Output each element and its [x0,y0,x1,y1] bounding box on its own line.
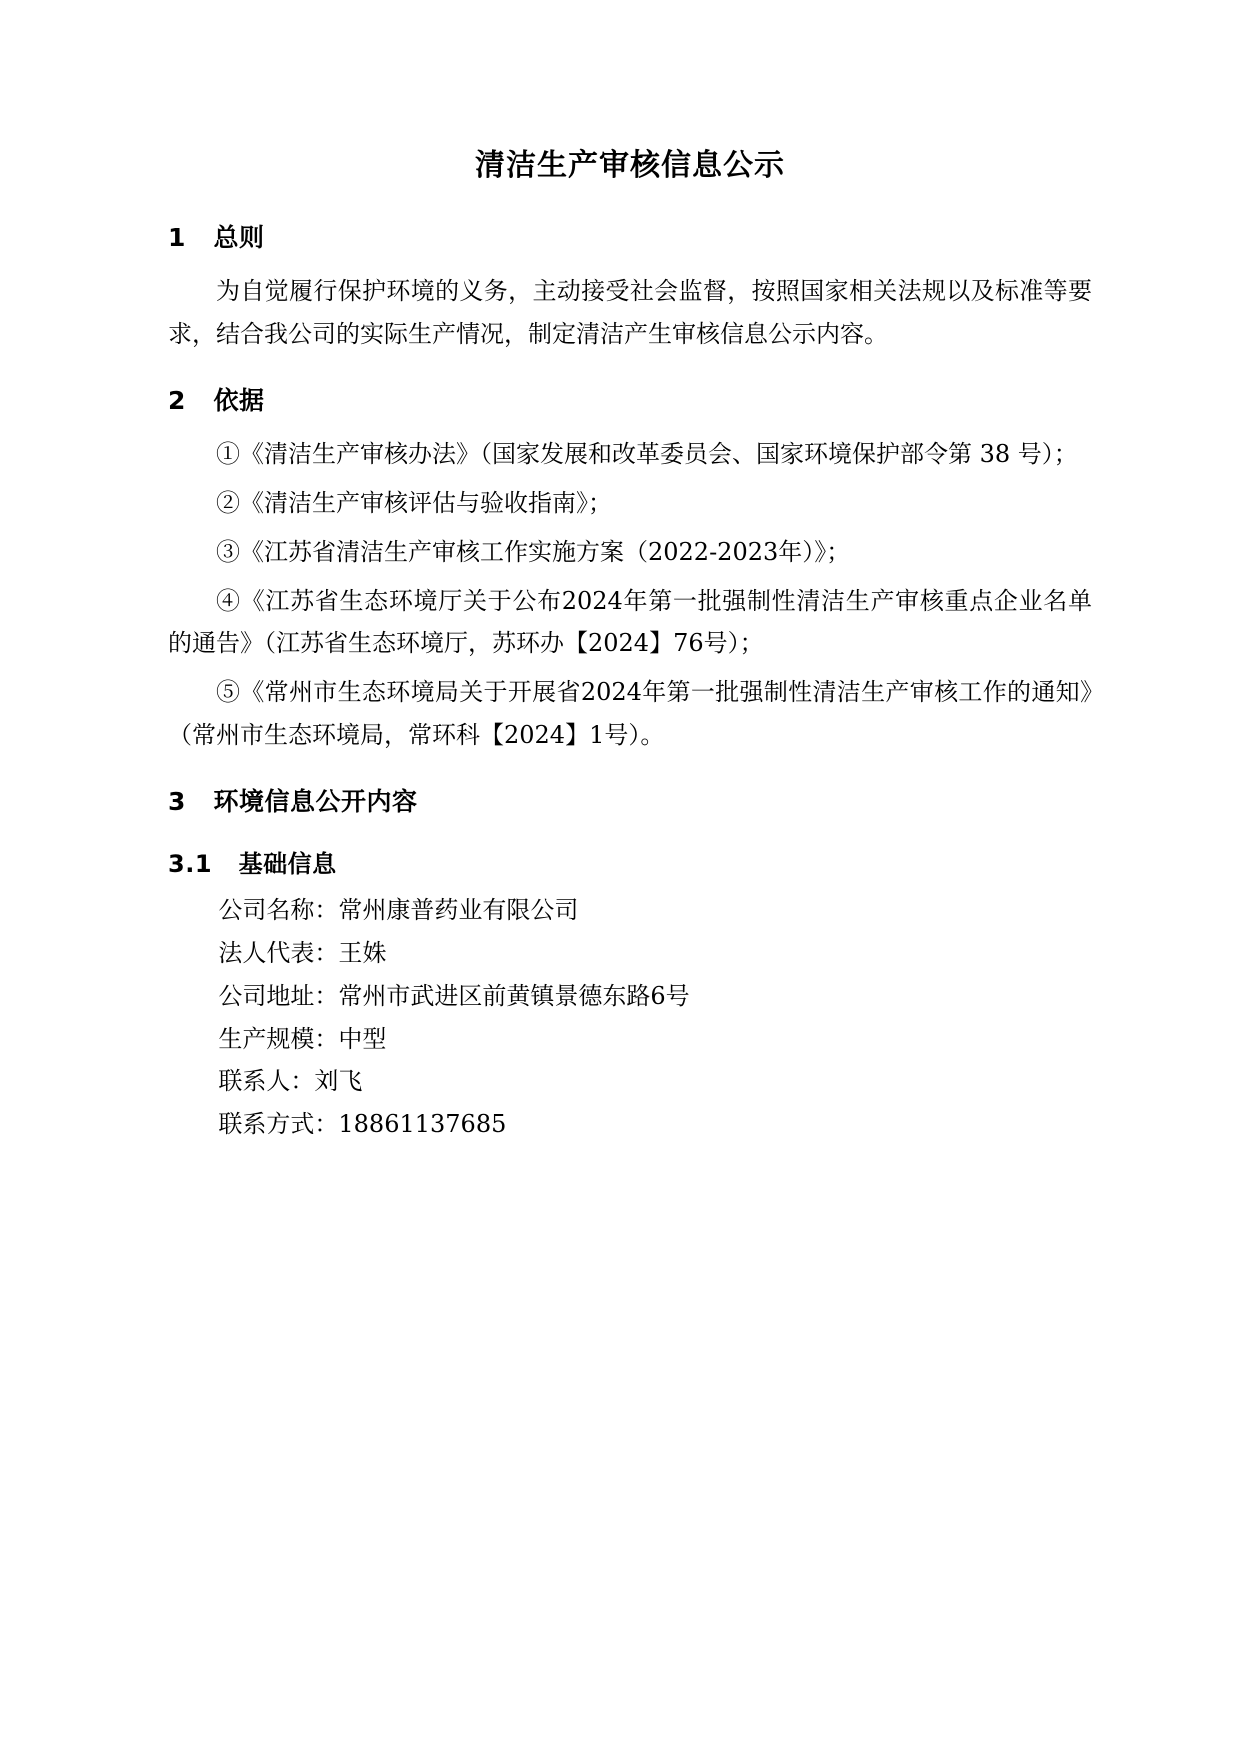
section-1-heading [168,218,1092,254]
section-2-heading [168,381,1092,417]
info-label-contact-person: 联系人： [218,1067,315,1096]
info-label-company-address: 公司地址： [218,981,339,1010]
info-value-company-address: 常州市武进区前黄镇景德东路6号 [338,981,690,1010]
section-2-paragraph-3: ③《江苏省清洁生产审核工作实施方案（2022-2023年）》； [216,537,851,566]
info-item-legal-representative [218,932,1092,975]
section-1 [168,218,1092,355]
section-1-title: 总则 [213,223,265,252]
section-2-paragraph-4: ④《江苏省生态环境厅关于公布2024年第一批强制性清洁生产审核重点企业名单的通告》（江苏省生态环境厅，苏环办【2024】76号）； [168,586,1092,658]
subsection-3-1-title: 基础信息 [238,850,337,879]
info-value-company-name: 常州康普药业有限公司 [338,896,579,925]
info-item-production-scale [218,1018,1092,1061]
section-2-paragraph-2: ②《清洁生产审核评估与验收指南》； [216,489,612,518]
info-item-company-address [218,975,1092,1018]
info-label-legal-representative: 法人代表： [218,939,339,968]
info-value-contact-person: 刘飞 [314,1067,363,1096]
info-item-company-name [218,889,1092,932]
section-2 [168,381,1092,756]
info-label-production-scale: 生产规模： [218,1024,339,1053]
info-value-contact-phone: 18861137685 [338,1110,507,1139]
subsection-3-1-heading [168,844,1092,879]
page-title: 清洁生产审核信息公示 [475,148,785,183]
info-value-legal-representative: 王姝 [338,939,387,968]
section-2-paragraph-1: ①《清洁生产审核办法》（国家发展和改革委员会、国家环境保护部令第 38 号）； [216,440,1078,469]
info-label-contact-phone: 联系方式： [218,1110,339,1139]
subsection-3-1 [168,844,1092,1145]
section-3-number: 3 [168,787,186,817]
subsection-3-1-number: 3.1 [168,850,213,879]
info-item-contact-person [218,1060,1092,1103]
section-2-paragraph-5: ⑤《常州市生态环境局关于开展省2024年第一批强制性清洁生产审核工作的通知》（常州市生态环境局，常环科【2024】1号）。 [168,678,1092,749]
section-3 [168,782,1092,818]
section-3-heading [168,782,1092,818]
info-label-company-name: 公司名称： [218,896,339,925]
info-item-contact-phone [218,1103,1092,1146]
section-3-title: 环境信息公开内容 [213,787,418,817]
info-value-production-scale: 中型 [338,1024,387,1053]
section-1-paragraph-1: 为自觉履行保护环境的义务，主动接受社会监督，按照国家相关法规以及标准等要求，结合我公司的实际生产情况，制定清洁产生审核信息公示内容。 [168,277,1092,348]
section-2-number: 2 [168,386,186,416]
section-2-title: 依据 [213,386,265,416]
section-1-number: 1 [168,223,186,252]
basic-info-list [168,889,1092,1145]
